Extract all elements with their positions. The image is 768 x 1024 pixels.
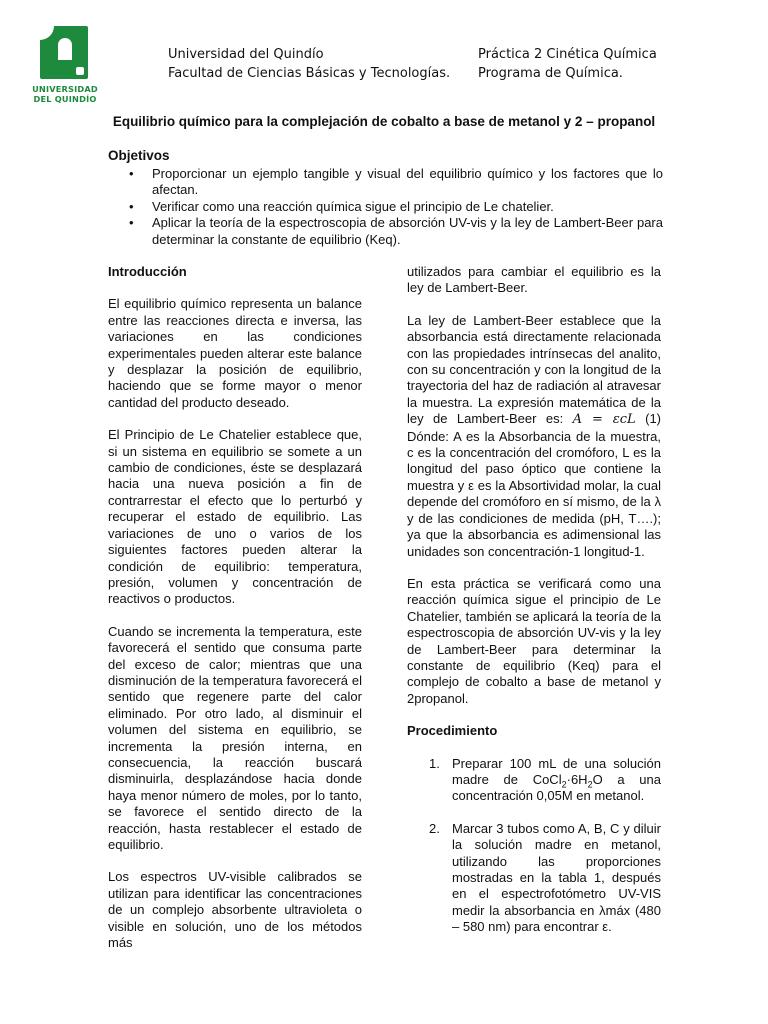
program-name: Programa de Química. <box>478 66 623 81</box>
lambert-beer-formula: A = εcL <box>572 412 636 428</box>
university-logo-icon <box>40 26 88 79</box>
lambert-beer-paragraph: La ley de Lambert-Beer establece que la absorbancia está directamente relacionada con las propiedades intrínsecas del analito, con su concentración y con la longitud de la trayectoria del haz de radiación al atravesar la muestra. La expresión matemática de la ley de Lambert-Beer es: A = εcL (1) Dónde: A es la Absorbancia de la muestra, c es la concentración del cromóforo, L es la longitud del paso óptico que contiene la muestra y ε es la Absortividad molar, la cual depende del cromóforo en sí mismo, de la λ y de las condiciones de medida (pH, T….); ya que la absorbancia es adimensional las unidades son concentración-1 longitud-1. <box>407 312 662 559</box>
objectives-heading: Objetivos <box>108 148 170 163</box>
procedure-heading: Procedimiento <box>407 723 498 739</box>
faculty-name: Facultad de Ciencias Básicas y Tecnologías. <box>168 66 451 81</box>
list-item: • Proporcionar un ejemplo tangible y visual del equilibrio químico y los factores que lo afectan. <box>108 166 663 199</box>
introduction-heading: Introducción <box>108 264 187 279</box>
left-column <box>108 264 362 967</box>
university-name: Universidad del Quindío <box>168 47 324 62</box>
intro-paragraph-1: El equilibrio químico representa un balance entre las reacciones directa e inversa, las variaciones en las condiciones experimentales pueden alterar este balance y desplazar la posición de equilibrio, haciendo que se forme mayor o menor cantidad del producto deseado. <box>108 296 362 410</box>
header-right <box>478 45 657 83</box>
procedure-step-2: 2. Marcar 3 tubos como A, B, C y diluir la solución madre en metanol, utilizando las proporciones mostradas en la tabla 1, después en el espectrofotómetro UV-VIS medir la absorbancia en λmáx (480 – 580 nm) para encontrar ε. <box>429 820 661 935</box>
intro-paragraph-6: En esta práctica se verificará como una reacción química sigue el principio de Le Chatelier, también se aplicará la teoría de la espectroscopia de absorción UV-vis y la ley de Lambert-Beer para determinar la constante de equilibrio (Keq) para el complejo de cobalto a base de metanol y 2propanol. <box>407 575 661 706</box>
list-item: • Verificar como una reacción química sigue el principio de Le chatelier. <box>108 199 663 215</box>
practice-name: Práctica 2 Cinética Química <box>478 47 657 62</box>
list-item: • Aplicar la teoría de la espectroscopia de absorción UV-vis y la ley de Lambert-Beer para determinar la constante de equilibrio (Keq). <box>108 215 663 248</box>
header-left <box>168 45 450 83</box>
procedure-list <box>407 756 661 936</box>
logo-text: UNIVERSIDAD DEL QUINDÍO <box>32 84 98 104</box>
intro-paragraph-3: Cuando se incrementa la temperatura, este favorecerá el sentido que consuma parte del exceso de calor; mientras que una disminución de la temperatura favorecerá el sentido que regenere parte del calor eliminado. Por otro lado, al disminuir el volumen del sistema en equilibrio, se incrementa la presión interna, en consecuencia, la reacción buscará disminuirla, desplazándose hacia donde haya menor número de moles, por lo tanto, se favorece el sentido directo de la reacción, hasta restablecer el estado de equilibrio. <box>108 623 362 852</box>
intro-paragraph-2: El Principio de Le Chatelier establece que, si un sistema en equilibrio se somete a un cambio de condiciones, éste se desplazará hacia una nueva posición a fin de contrarrestar el efecto que lo perturbó y recuperar el estado de equilibrio. Las variaciones de uno o varios de los siguientes factores pueden alterar la condición de equilibrio: temperatura, presión, volumen y concentración de reactivos o productos. <box>108 427 362 607</box>
document-title: Equilibrio químico para la complejación de cobalto a base de metanol y 2 – propanol <box>112 114 656 129</box>
intro-paragraph-4-continued: utilizados para cambiar el equilibrio es la ley de Lambert-Beer. <box>407 264 661 296</box>
intro-paragraph-4: Los espectros UV-visible calibrados se utilizan para identificar las concentraciones de un complejo absorbente ultravioleta o visible en solución, uno de los métodos más <box>108 869 362 951</box>
procedure-step-1: 1. Preparar 100 mL de una solución madre de $CoCl_2\cdot 6H_2O$ a una concentración 0,05M en metanol. <box>429 755 661 804</box>
objectives-list <box>108 166 663 248</box>
right-column <box>407 264 661 952</box>
